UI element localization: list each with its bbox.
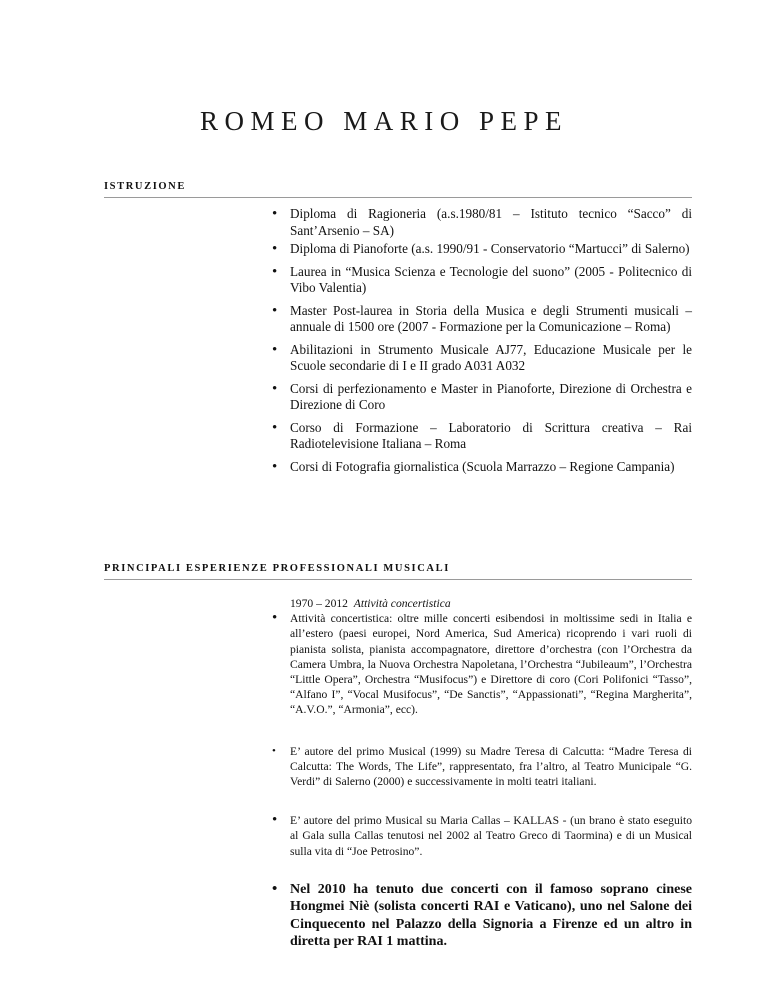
bullet-icon: • (272, 458, 278, 475)
list-item-text: E’ autore del primo Musical su Maria Callas – KALLAS - (un brano è stato eseguito al Gala sulla Callas tenutosi nel 2002 al Teatro Greco di Taormina) e di un Musical sulla vita di “Joe Petrosino”. (290, 814, 692, 858)
bullet-icon: • (272, 241, 278, 257)
list-item-text: Corsi di perfezionamento e Master in Pianoforte, Direzione di Orchestra e Direzione di Coro (290, 380, 692, 412)
bullet-icon: • (272, 812, 278, 829)
list-item (263, 241, 692, 258)
list-item (263, 881, 692, 951)
section-title-istruzione: ISTRUZIONE (104, 181, 692, 198)
list-item-text: Corsi di Fotografia giornalistica (Scuola Marrazzo – Regione Campania) (290, 458, 675, 474)
cv-name-heading: ROMEO MARIO PEPE (199, 106, 569, 136)
experience-date: 1970 – 2012 (290, 597, 348, 610)
section-title-esperienze: PRINCIPALI ESPERIENZE PROFESSIONALI MUSICALI (104, 563, 692, 580)
bullet-icon: • (272, 419, 278, 436)
list-item (263, 813, 692, 859)
list-item-text: E’ autore del primo Musical (1999) su Madre Teresa di Calcutta: “Madre Teresa di Calcutta: The Words, The Life”, rappresentato, fra l’altro, al Teatro Municipale “G. Verdi” di Salerno (2000) e successivamente in molti teatri italiani. (290, 744, 692, 789)
experience-date-line (290, 596, 692, 611)
bullet-icon: • (272, 206, 278, 222)
istruzione-list (263, 206, 692, 481)
bullet-icon: • (272, 341, 278, 358)
list-item (263, 381, 692, 414)
list-item-text: Corso di Formazione – Laboratorio di Scrittura creativa – Rai Radiotelevisione Italiana – Roma (290, 419, 692, 451)
bullet-icon: • (272, 744, 276, 757)
list-item-text: Attività concertistica: oltre mille concerti esibendosi in moltissime sedi in Italia e all’estero (paesi europei, Nord America, Sud America) ricoprendo i vari ruoli di pianista solista, pianista accompagnatore, direttore d’orchestra (con l’Orchestra da Camera Umbra, la Nuova Orchestra Napoletana, l’Orchestra “Jubileaum”, l’Orchestra “Little Opera”, Orchestra “Musifocus”) e Direttore di coro (Cori Polifonici “Tasso”, “Alfano I”, “Vocal Musifocus”, “De Sanctis”, “Appassionati”, “Regina Margherita”, “A.V.O.”, “Armonia”, ecc). (290, 612, 692, 717)
list-item-text: Laurea in “Musica Scienza e Tecnologie del suono” (2005 - Politecnico di Vibo Valentia) (290, 263, 692, 295)
list-item-text: Abilitazioni in Strumento Musicale AJ77, Educazione Musicale per le Scuole secondarie di I e II grado A031 A032 (290, 341, 692, 373)
bullet-icon: • (272, 263, 278, 280)
list-item (263, 420, 692, 453)
list-item (263, 459, 692, 476)
list-item (263, 342, 692, 375)
list-item (263, 206, 692, 239)
list-item (263, 264, 692, 297)
list-item (263, 744, 692, 790)
list-item-text: Nel 2010 ha tenuto due concerti con il famoso soprano cinese Hongmei Niè (solista concerti RAI e Vaticano), uno nel Salone dei Cinquecento nel Palazzo della Signoria a Firenze ed un altro in diretta per RAI 1 mattina. (290, 881, 692, 950)
experience-role: Attività concertistica (353, 597, 451, 610)
esperienze-list (263, 596, 692, 951)
bullet-icon: • (272, 610, 278, 626)
list-item (263, 596, 692, 718)
bullet-icon: • (272, 380, 278, 397)
bullet-icon: • (272, 880, 278, 897)
bullet-icon: • (272, 302, 278, 319)
list-item-text: Master Post-laurea in Storia della Musica e degli Strumenti musicali – annuale di 1500 ore (2007 - Formazione per la Comunicazione – Roma) (290, 302, 692, 334)
list-item (263, 303, 692, 336)
list-item-text: Diploma di Ragioneria (a.s.1980/81 – Istituto tecnico “Sacco” di Sant’Arsenio – SA) (290, 206, 692, 238)
list-item-text: Diploma di Pianoforte (a.s. 1990/91 - Conservatorio “Martucci” di Salerno) (290, 241, 690, 256)
